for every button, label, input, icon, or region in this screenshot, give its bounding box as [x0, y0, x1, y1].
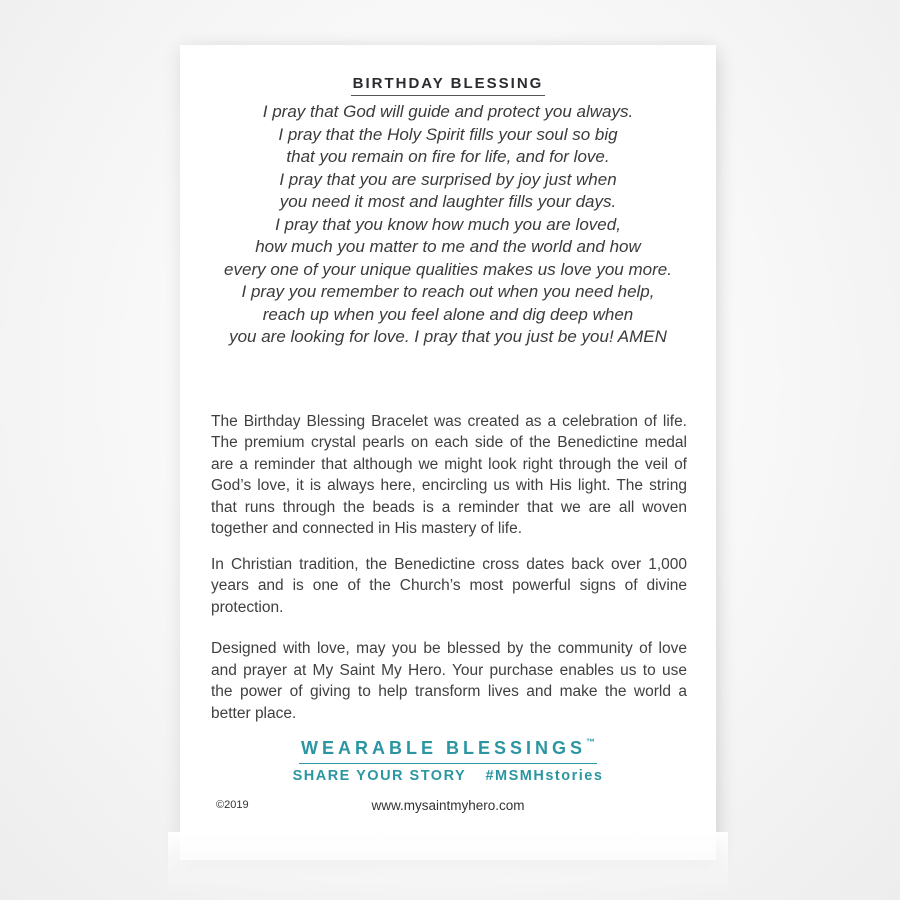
prayer-line: every one of your unique qualities makes us love you more. [224, 259, 672, 279]
prayer-line: I pray you remember to reach out when you need help, [241, 282, 655, 301]
blessing-card [180, 45, 716, 860]
prayer-line: how much you matter to me and the world and how [255, 237, 641, 256]
body-paragraph-bracelet: The Birthday Blessing Bracelet was created as a celebration of life. The premium crystal pearls on each side of the Benedictine medal are a reminder that although we might look right through the veil of God’s love, it is always here, encircling us with His light. The string that runs through the beads is a reminder that we are all woven together and connected in His mastery of life. [211, 412, 687, 537]
tagline [180, 768, 716, 784]
prayer-line: I pray that God will guide and protect you always. [262, 102, 634, 121]
prayer-text [180, 101, 716, 349]
prayer-line: I pray that you know how much you are loved, [275, 214, 621, 234]
body-paragraph-tradition: In Christian tradition, the Benedictine cross dates back over 1,000 years and is one of the Church’s most powerful signs of divine protection. [211, 555, 687, 616]
prayer-line: you are looking for love. I pray that you just be you! AMEN [229, 327, 667, 346]
prayer-line: that you remain on fire for life, and for love. [286, 147, 610, 166]
prayer-line: I pray that you are surprised by joy just when [279, 169, 617, 189]
description-section [211, 411, 687, 725]
trademark-symbol: ™ [586, 737, 595, 747]
card-header [180, 45, 716, 96]
tagline-hashtag: #MSMHstories [485, 768, 604, 784]
copyright-notice: ©2019 [216, 799, 249, 811]
prayer-line: I pray that the Holy Spirit fills your soul so big [278, 124, 618, 144]
card-title: BIRTHDAY BLESSING [351, 75, 546, 96]
footer-bottom-row [180, 797, 716, 815]
card-footer [180, 738, 716, 815]
body-paragraph-mission: Designed with love, may you be blessed by the community of love and prayer at My Saint My Hero. Your purchase enables us to use the power of giving to help transform lives and make the world a better place. [211, 640, 687, 722]
brand-wordmark: WEARABLE BLESSINGS [300, 738, 586, 758]
brand-line [180, 738, 716, 764]
brand-underline [299, 738, 597, 764]
website-url: www.mysaintmyhero.com [371, 798, 525, 813]
tagline-share-your-story: SHARE YOUR STORY [292, 768, 466, 784]
prayer-line: you need it most and laughter fills your days. [279, 192, 617, 211]
prayer-line: reach up when you feel alone and dig deep when [262, 304, 634, 324]
